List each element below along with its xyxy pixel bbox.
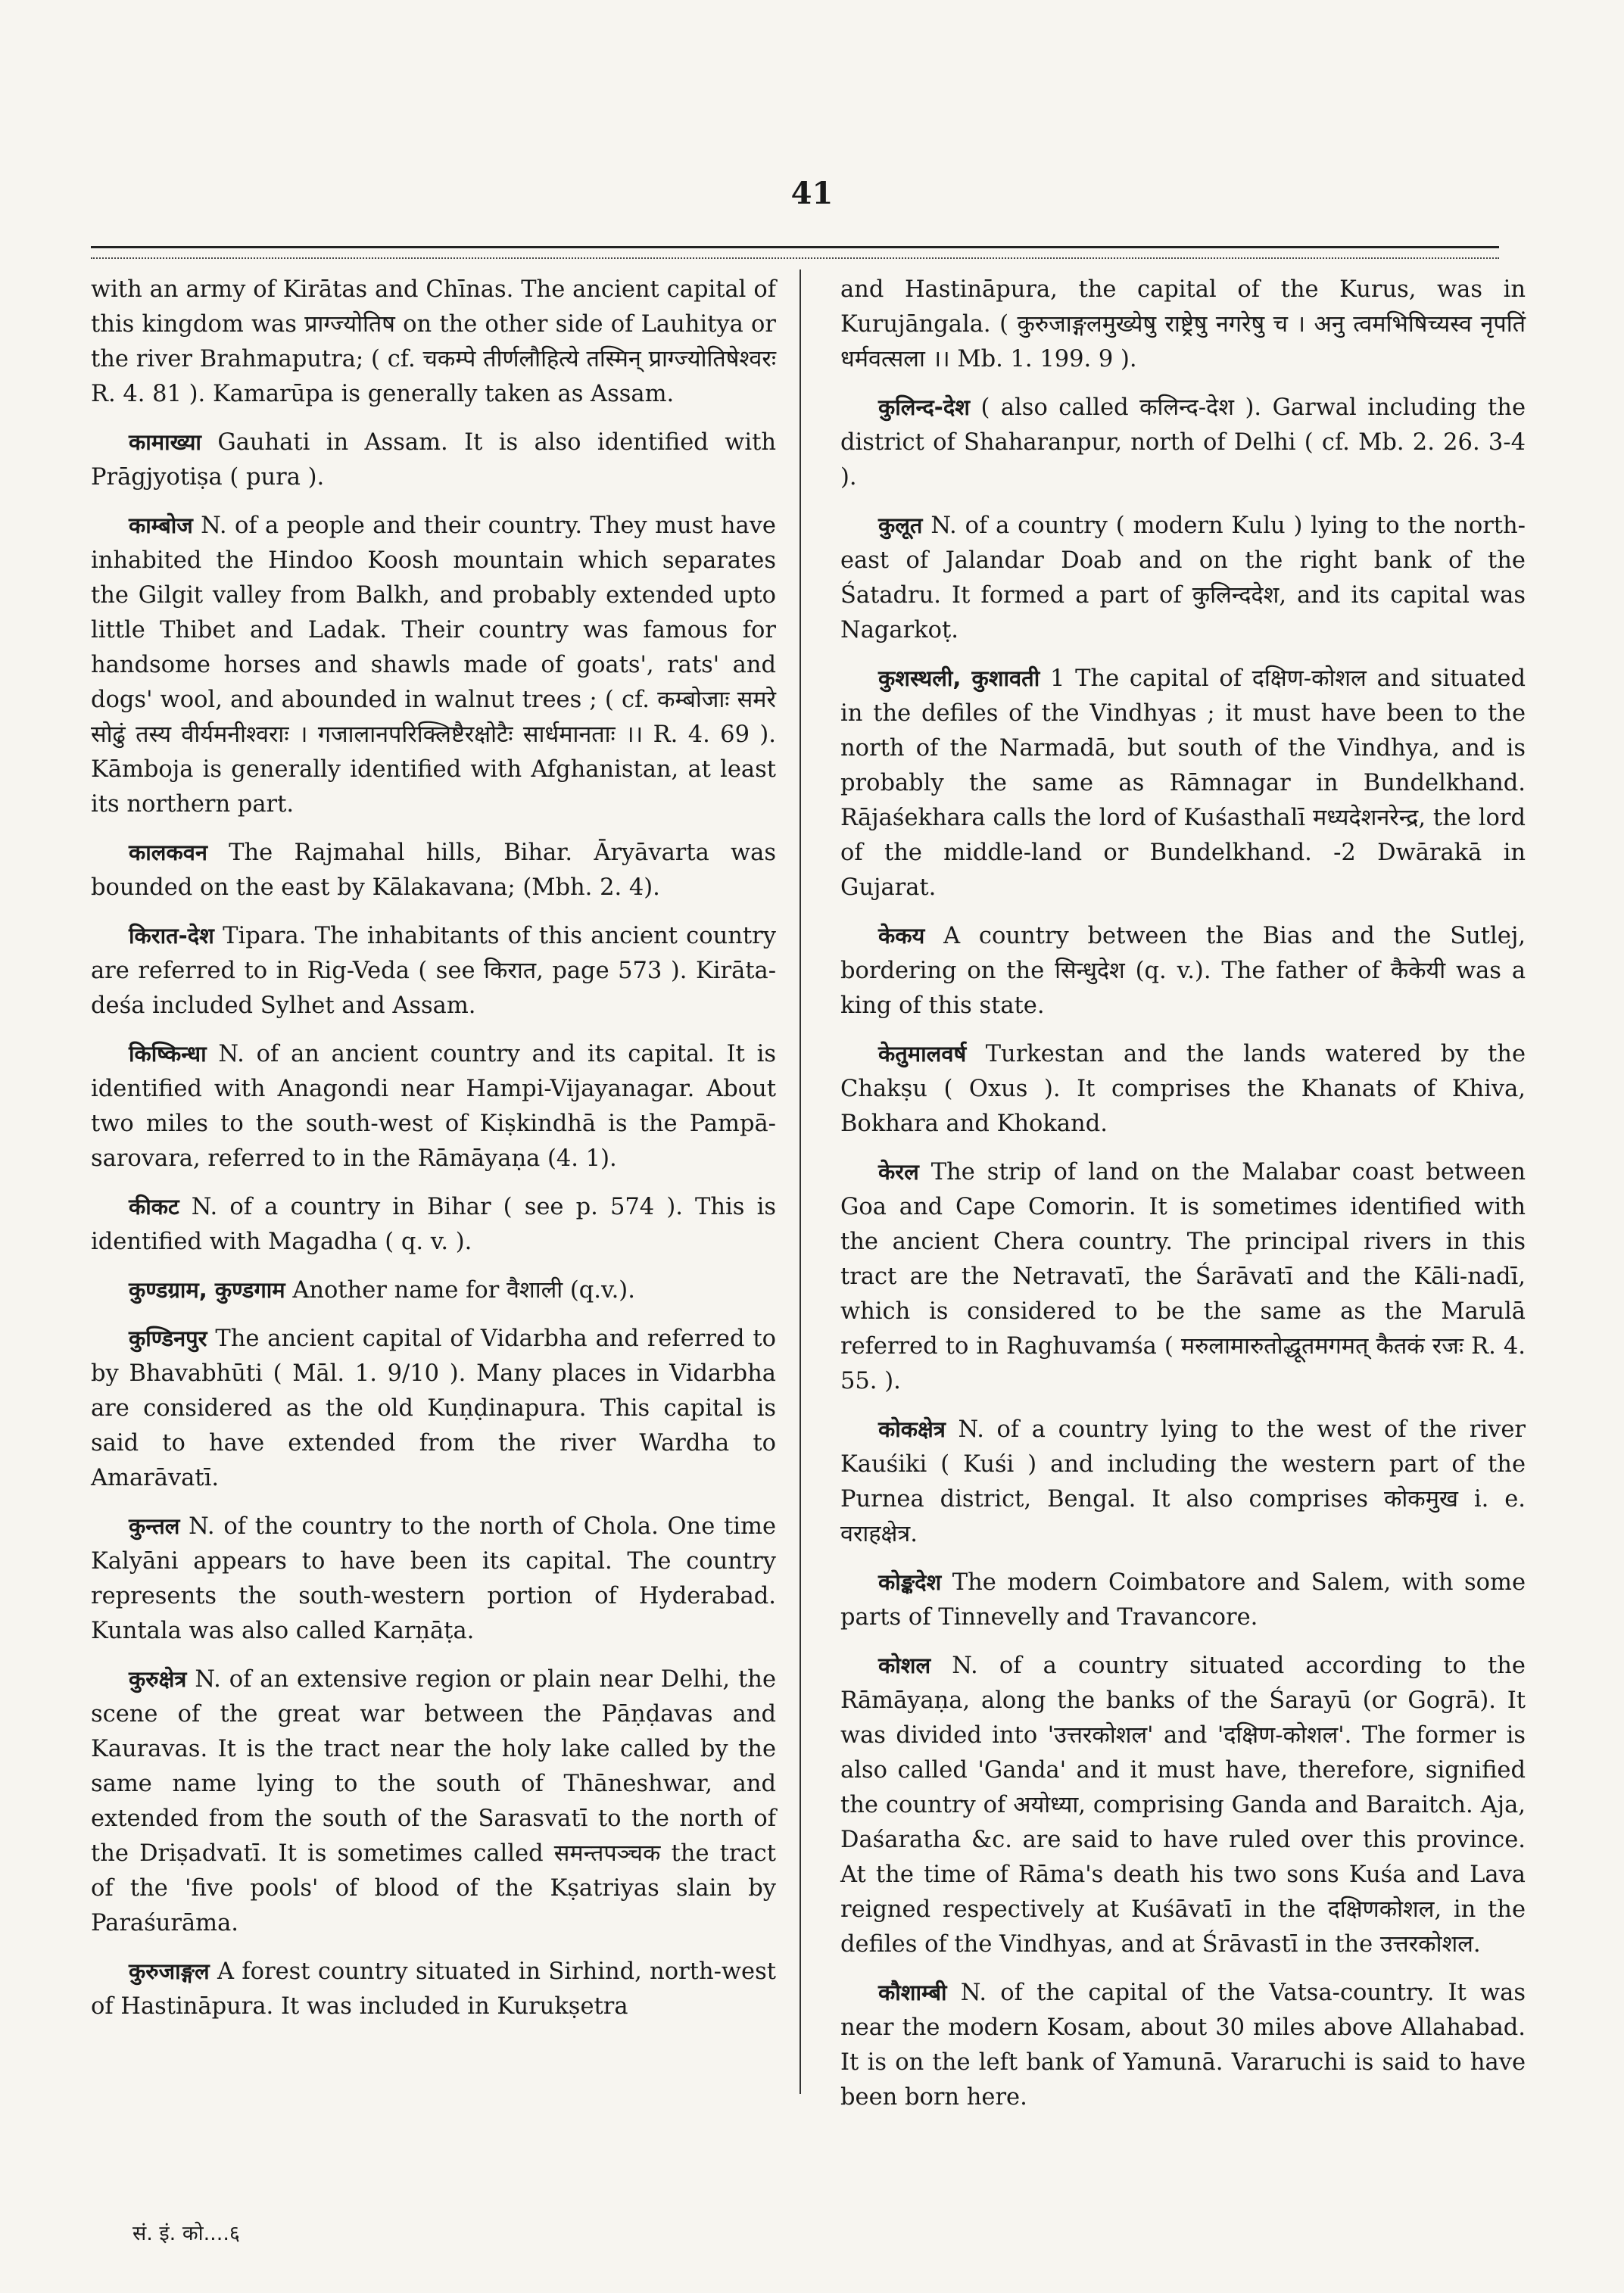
entry-text: The modern Coimbatore and Salem, with some parts of Tinnevelly and Travancore. — [840, 1569, 1526, 1631]
dictionary-entry — [91, 425, 776, 495]
page-number: 41 — [790, 176, 834, 211]
entry-text: and Hastināpura, the capital of the Kurus, was in Kurujāngala. ( कुरुजाङ्गलमुख्येषु राष्ट्रेषु नगरेषु च । अनु त्वमभिषिच्यस्व नृपतिं धर्मवत्सला ।। Mb. 1. 199. 9 ). — [840, 276, 1526, 372]
dictionary-entry — [91, 1273, 776, 1308]
entry-headword: काम्बोज — [129, 512, 193, 538]
entry-text: with an army of Kirātas and Chīnas. The ancient capital of this kingdom was प्राग्ज्योतिष on the other side of Lauhitya or the river Brahmaputra; ( cf. चकम्पे तीर्णलौहित्ये तस्मिन् प्राग्ज्योतिषेश्वरः R. 4. 81 ). Kamarūpa is generally taken as Assam. — [91, 276, 776, 407]
entry-headword: कौशाम्बी — [878, 1980, 947, 2005]
dictionary-entry — [840, 1412, 1526, 1552]
entry-headword: कुलूत — [878, 512, 923, 538]
dictionary-entry — [91, 835, 776, 905]
entry-text: Turkestan and the lands watered by the Chakṣu ( Oxus ). It comprises the Khanats of Khiva, Bokhara and Khokand. — [840, 1041, 1526, 1137]
dictionary-entry — [840, 508, 1526, 648]
entry-text: Another name for वैशाली (q.v.). — [285, 1277, 635, 1304]
entry-text: N. of the country to the north of Chola. One time Kalyāni appears to have been its capital. The country represents the south-western portion of Hyderabad. Kuntala was also called Karṇāṭa. — [91, 1513, 776, 1644]
header-dotted-rule — [91, 257, 1499, 259]
entry-text: A forest country situated in Sirhind, north-west of Hastināpura. It was included in Kurukṣetra — [91, 1958, 776, 2020]
entry-headword: कोकक्षेत्र — [878, 1416, 946, 1442]
dictionary-entry — [840, 1154, 1526, 1399]
entry-text: 1 The capital of दक्षिण-कोशल and situated in the defiles of the Vindhyas ; it must have been to the north of the Narmadā, but south of the Vindhya, and is probably the same as Rāmnagar in Bundelkhand. Rājaśekhara calls the lord of Kuśasthalī मध्यदेशनरेन्द्र, the lord of the middle-land or Bundelkhand. -2 Dwārakā in Gujarat. — [840, 665, 1526, 901]
entry-headword: कुरुजाङ्गल — [129, 1958, 210, 1984]
dictionary-entry — [91, 1321, 776, 1496]
entry-headword: कुन्तल — [129, 1513, 180, 1539]
dictionary-entry — [840, 1036, 1526, 1142]
entry-headword: किष्किन्धा — [129, 1041, 207, 1067]
dictionary-entry — [840, 918, 1526, 1023]
entry-headword: कुशस्थली, कुशावती — [878, 665, 1040, 691]
entry-text: ( also called कलिन्द-देश ). Garwal including the district of Shaharanpur, north of Delhi ( cf. Mb. 2. 26. 3-4 ). — [840, 394, 1526, 491]
dictionary-entry — [91, 1509, 776, 1649]
entry-text: N. of a country lying to the west of the river Kauśiki ( Kuśi ) and including the western part of the Purnea district, Bengal. It also comprises कोकमुख i. e. वराहक्षेत्र. — [840, 1416, 1526, 1547]
entry-text: N. of a country ( modern Kulu ) lying to the north-east of Jalandar Doab and on the right bank of the Śatadru. It formed a part of कुलिन्ददेश, and its capital was Nagarkoṭ. — [840, 512, 1526, 643]
footer-signature: सं. इं. को....६ — [132, 2222, 240, 2245]
entry-text: Gauhati in Assam. It is also identified with Prāgjyotiṣa ( pura ). — [91, 429, 776, 491]
dictionary-entry — [840, 1565, 1526, 1635]
entry-text: N. of an ancient country and its capital. It is identified with Anagondi near Hampi-Vijayanagar. About two miles to the south-west of Kiṣkindhā is the Pampā-sarovara, referred to in the Rāmāyaṇa (4. 1). — [91, 1041, 776, 1172]
dictionary-entry — [840, 661, 1526, 905]
dictionary-entry — [91, 1036, 776, 1176]
dictionary-entry — [91, 273, 776, 412]
entry-headword: कालकवन — [129, 840, 207, 865]
entry-headword: कुण्डग्राम, कुण्डगाम — [129, 1277, 285, 1303]
entry-headword: केरल — [878, 1159, 919, 1185]
entry-text: N. of the capital of the Vatsa-country. It was near the modern Kosam, about 30 miles above Allahabad. It is on the left bank of Yamunā. Vararuchi is said to have been born here. — [840, 1980, 1526, 2111]
entry-headword: कुरुक्षेत्र — [129, 1666, 187, 1692]
column-divider — [800, 269, 801, 2094]
dictionary-entry — [840, 273, 1526, 377]
entry-text: The Rajmahal hills, Bihar. Āryāvarta was bounded on the east by Kālakavana; (Mbh. 2. 4). — [91, 840, 776, 901]
entry-headword: कामाख्या — [129, 429, 201, 455]
entry-text: N. of a people and their country. They must have inhabited the Hindoo Koosh mountain which separates the Gilgit valley from Balkh, and probably extended upto little Thibet and Ladak. Their country was famous for handsome horses and shawls made of goats', rats' and dogs' wool, and abounded in walnut trees ; ( cf. कम्बोजाः समरे सोढुं तस्य वीर्यमनीश्वराः । गजालानपरिक्लिष्टैरक्षोटैः सार्धमानताः ।। R. 4. 69 ). Kāmboja is generally identified with Afghanistan, at least its northern part. — [91, 512, 776, 818]
entry-text: The strip of land on the Malabar coast between Goa and Cape Comorin. It is sometimes identified with the ancient Chera country. The principal rivers in this tract are the Netravatī, the Śarāvatī and the Kāli-nadī, which is considered to be the same as the Marulā referred to in Raghuvamśa ( मरुलामारुतोद्धूतमगमत् कैतकं रजः R. 4. 55. ). — [840, 1159, 1526, 1394]
dictionary-entry — [91, 1189, 776, 1260]
dictionary-entry — [91, 1662, 776, 1941]
entry-headword: कीकट — [129, 1194, 179, 1220]
header-rule — [91, 246, 1499, 248]
dictionary-entry — [91, 918, 776, 1023]
entry-headword: कुण्डिनपुर — [129, 1326, 207, 1351]
entry-headword: कुलिन्द-देश — [878, 394, 970, 420]
dictionary-entry — [91, 508, 776, 822]
entry-headword: किरात-देश — [129, 923, 214, 949]
dictionary-entry — [91, 1954, 776, 2024]
entry-text: N. of a country situated according to the Rāmāyaṇa, along the banks of the Śarayū (or Gogrā). It was divided into 'उत्तरकोशल' and 'दक्षिण-कोशल'. The former is also called 'Ganda' and it must have, therefore, signified the country of अयोध्या, comprising Ganda and Baraitch. Aja, Daśaratha &c. are said to have ruled over this province. At the time of Rāma's death his two sons Kuśa and Lava reigned respectively at Kuśāvatī in the दक्षिणकोशल, in the defiles of the Vindhyas, and at Śrāvastī in the उत्तरकोशल. — [840, 1653, 1526, 1958]
entry-text: A country between the Bias and the Sutlej, bordering on the सिन्धुदेश (q. v.). The father of कैकेयी was a king of this state. — [840, 923, 1526, 1019]
entry-text: The ancient capital of Vidarbha and referred to by Bhavabhūti ( Māl. 1. 9/10 ). Many places in Vidarbha are considered as the old Kuṇḍinapura. This capital is said to have extended from the river Wardha to Amarāvatī. — [91, 1326, 776, 1491]
dictionary-entry — [840, 1975, 1526, 2115]
entry-text: Tipara. The inhabitants of this ancient country are referred to in Rig-Veda ( see किरात, page 573 ). Kirāta-deśa included Sylhet and Assam. — [91, 923, 776, 1019]
entry-text: N. of an extensive region or plain near Delhi, the scene of the great war between the Pāṇḍavas and Kauravas. It is the tract near the holy lake called by the same name lying to the south of Thāneshwar, and extended from the south of the Sarasvatī to the north of the Driṣadvatī. It is sometimes called समन्तपञ्चक the tract of the 'five pools' of blood of the Kṣatriyas slain by Paraśurāma. — [91, 1666, 776, 1936]
dictionary-entry — [840, 390, 1526, 495]
entry-text: N. of a country in Bihar ( see p. 574 ). This is identified with Magadha ( q. v. ). — [91, 1194, 776, 1255]
entry-headword: कोशल — [878, 1653, 931, 1678]
dictionary-entry — [840, 1648, 1526, 1962]
left-column — [91, 273, 776, 2037]
right-column — [840, 273, 1526, 2128]
entry-headword: कोङ्कदेश — [878, 1569, 942, 1595]
entry-headword: केतुमालवर्ष — [878, 1041, 967, 1067]
entry-headword: केकय — [878, 923, 925, 949]
